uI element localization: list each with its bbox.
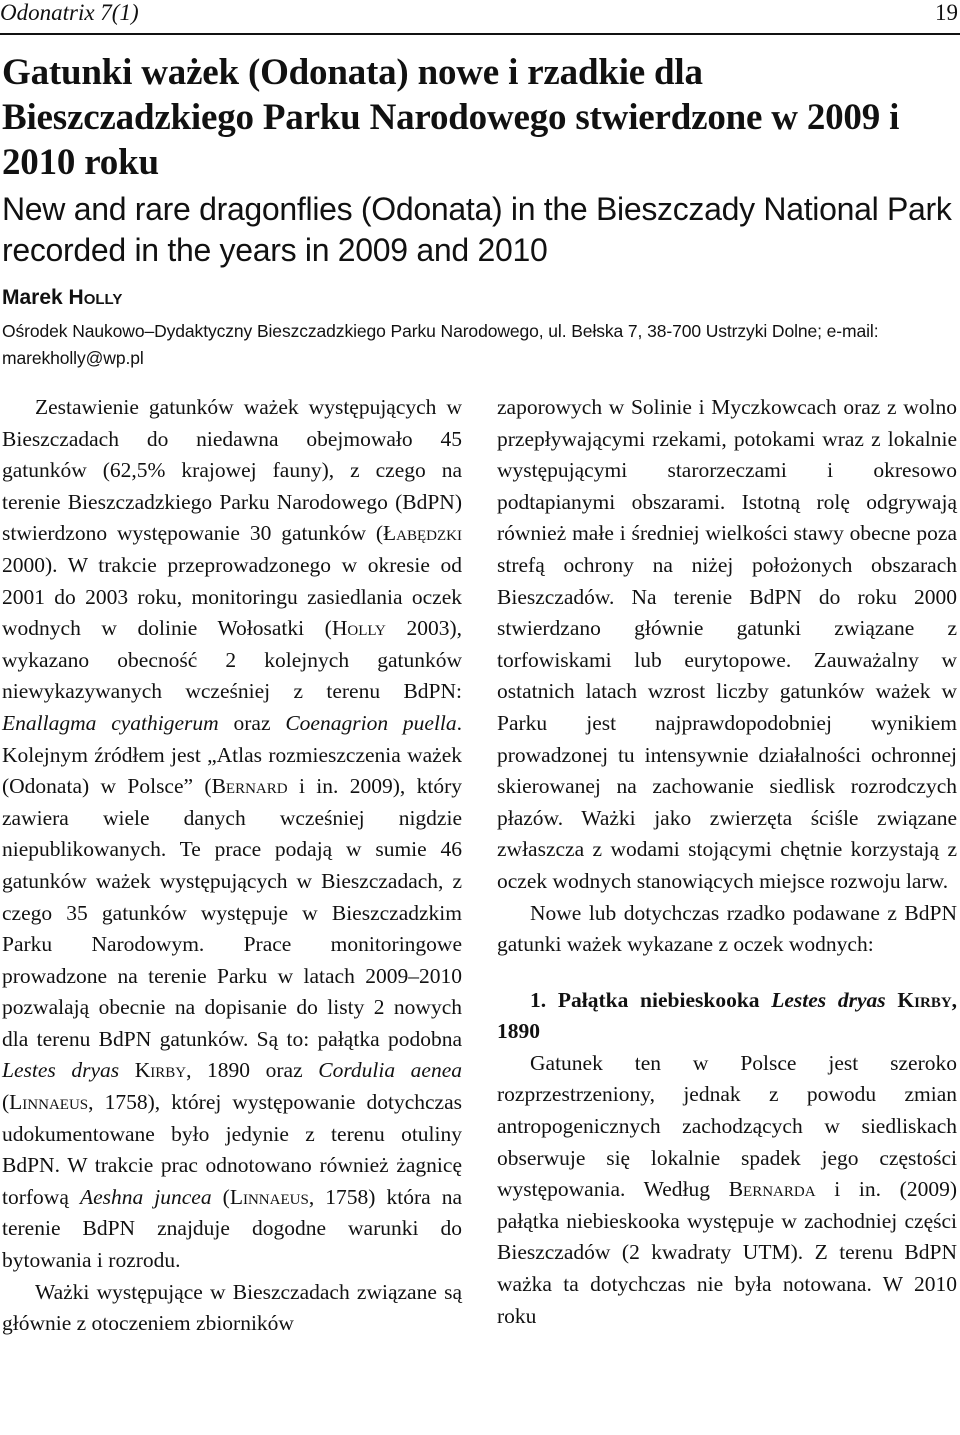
text-run: , 1890 oraz xyxy=(186,1058,319,1083)
text-run: oraz xyxy=(218,710,286,735)
text-run: ( xyxy=(211,1184,230,1209)
taxon-author: Kirby xyxy=(897,987,952,1012)
heading-year: , 1890 xyxy=(497,987,958,1044)
body-column-left xyxy=(2,392,462,1340)
header-rule xyxy=(0,33,960,35)
citation-author: Łabędzki xyxy=(383,521,462,546)
author-affiliation: Ośrodek Naukowo–Dydaktyczny Bieszczadzkiego Parku Narodowego, ul. Bełska 7, 38-700 Ustrzyki Dolne; e-mail: marekholly@wp.pl xyxy=(2,321,879,368)
citation-author: Bernard xyxy=(211,774,288,799)
running-header xyxy=(0,0,960,28)
text-run: , 1758) która na terenie BdPN znajduje dogodne warunki do bytowania i rozrodu. xyxy=(2,1184,462,1273)
species-name: Coenagrion puella xyxy=(285,710,457,735)
species-name: Lestes dryas xyxy=(2,1058,120,1083)
species-name: Enallagma cyathigerum xyxy=(2,710,219,735)
paragraph-species-intro: Nowe lub dotychczas rzadko podawane z BdPN gatunki ważek wykazane z oczek wodnych: xyxy=(497,900,957,957)
text-run: 2003), wykazano obecność 2 kolejnych gatunków niewykazywanych wcześniej z terenu BdPN: xyxy=(2,616,462,704)
text-run: , 1758), której występowanie dotychczas udokumentowane było jedynie z terenu otuliny BdPN. W trakcie prac odnotowano również żagnicę torfową xyxy=(2,1090,462,1209)
taxon-author: Linnaeus xyxy=(229,1184,309,1209)
journal-name: Odonatrix 7(1) xyxy=(0,0,139,25)
citation-author: Holly xyxy=(331,616,386,641)
text-run: Zestawienie gatunków ważek występujących w Bieszczadach do niedawna obejmowało 45 gatunków (62,5% krajowej fauny), z czego na terenie Bieszczadzkiego Parku Narodowego (BdPN) stwierdzono występowanie 30 gatunków ( xyxy=(2,395,462,546)
paragraph-continuation: zaporowych w Solinie i Myczkowcach oraz z wolno przepływającymi rzekami, potokami wraz z lokalnie występującymi starorzeczami i okresowo podtapianymi obszarami. Istotną rolę odgrywają również małe i średniej wielkości stawy obecne poza strefą ochrony na niżej położonych obszarach Bieszczadów. Na terenie BdPN do roku 2000 stwierdzano głównie gatunki związane z torfowiskami lub eurytopowe. Zauważalny w ostatnich latach wzrost liczby gatunków ważek w Parku jest najprawdopodobniej wynikiem prowadzonej tu intensywnie działalności ochronnej skierowanej na zachowanie siedlisk rozrodczych płazów. Ważki jako zwierzęta ściśle związane zwłaszcza z wodami stojącymi chętnie korzystają z oczek wodnych stanowiących miejsce rozwoju larw. xyxy=(497,395,957,893)
article-title-polish: Gatunki ważek (Odonata) nowe i rzadkie dla Bieszczadzkiego Parku Narodowego stwierdzone w 2009 i 2010 roku xyxy=(2,52,900,183)
author-family-name: Holly xyxy=(68,286,123,309)
taxon-author: Kirby xyxy=(134,1058,187,1083)
text-run: . Kolejnym źródłem jest „Atlas rozmieszczenia ważek (Odonata) w Polsce” ( xyxy=(2,710,463,799)
heading-text: 1. Pałątka niebieskooka xyxy=(530,987,772,1012)
section-heading-lestes-dryas xyxy=(497,985,957,1048)
body-column-right xyxy=(497,392,957,1332)
species-name: Cordulia aenea xyxy=(318,1058,463,1083)
page-number: 19 xyxy=(935,0,958,25)
text-run: Gatunek ten w Polsce jest szeroko rozprzestrzeniony, jednak z powodu zmian antropogenicznych zachodzących w siedliskach obserwuje się lokalnie spadek jego częstości występowania. Według xyxy=(497,1050,957,1202)
article-title-english: New and rare dragonflies (Odonata) in the Bieszczady National Park recorded in the years in 2009 and 2010 xyxy=(2,191,952,268)
author-name xyxy=(2,284,958,312)
species-name: Aeshna juncea xyxy=(79,1184,212,1209)
paragraph-lestes-dryas xyxy=(497,1048,957,1332)
text-run: i in. (2009) pałątka niebieskooka występuje w zachodniej części Bieszczadów (2 kwadraty UTM). Z terenu BdPN ważka ta dotychczas nie była notowana. W 2010 roku xyxy=(497,1177,957,1328)
taxon-author: Linnaeus xyxy=(9,1090,89,1115)
paragraph-introduction xyxy=(2,392,462,1277)
paragraph-habitats: Ważki występujące w Bieszczadach związane są głównie z otoczeniem zbiorników xyxy=(2,1279,462,1336)
text-run: i in. 2009), który zawiera wiele danych wcześniej nigdzie niepublikowanych. Te prace podają w sumie 46 gatunków ważek występujących w Bieszczadach, z czego 35 gatunków występuje w Bieszczadzkim Parku Narodowym. Prace monitoringowe prowadzone na terenie Parku w latach 2009–2010 pozwalają obecnie na dopisanie do listy 2 nowych dla terenu BdPN gatunków. Są to: pałątka podobna xyxy=(2,774,462,1051)
author-given-name: Marek xyxy=(2,286,63,309)
text-run: 2000). W trakcie przeprowadzonego w okresie od 2001 do 2003 roku, monitoringu zasiedlania oczek wodnych w dolinie Wołosatki ( xyxy=(2,552,462,641)
citation-author: Bernarda xyxy=(728,1177,816,1202)
text-run: ( xyxy=(2,1090,10,1115)
article-header xyxy=(2,50,958,372)
species-name: Lestes dryas xyxy=(771,987,886,1012)
